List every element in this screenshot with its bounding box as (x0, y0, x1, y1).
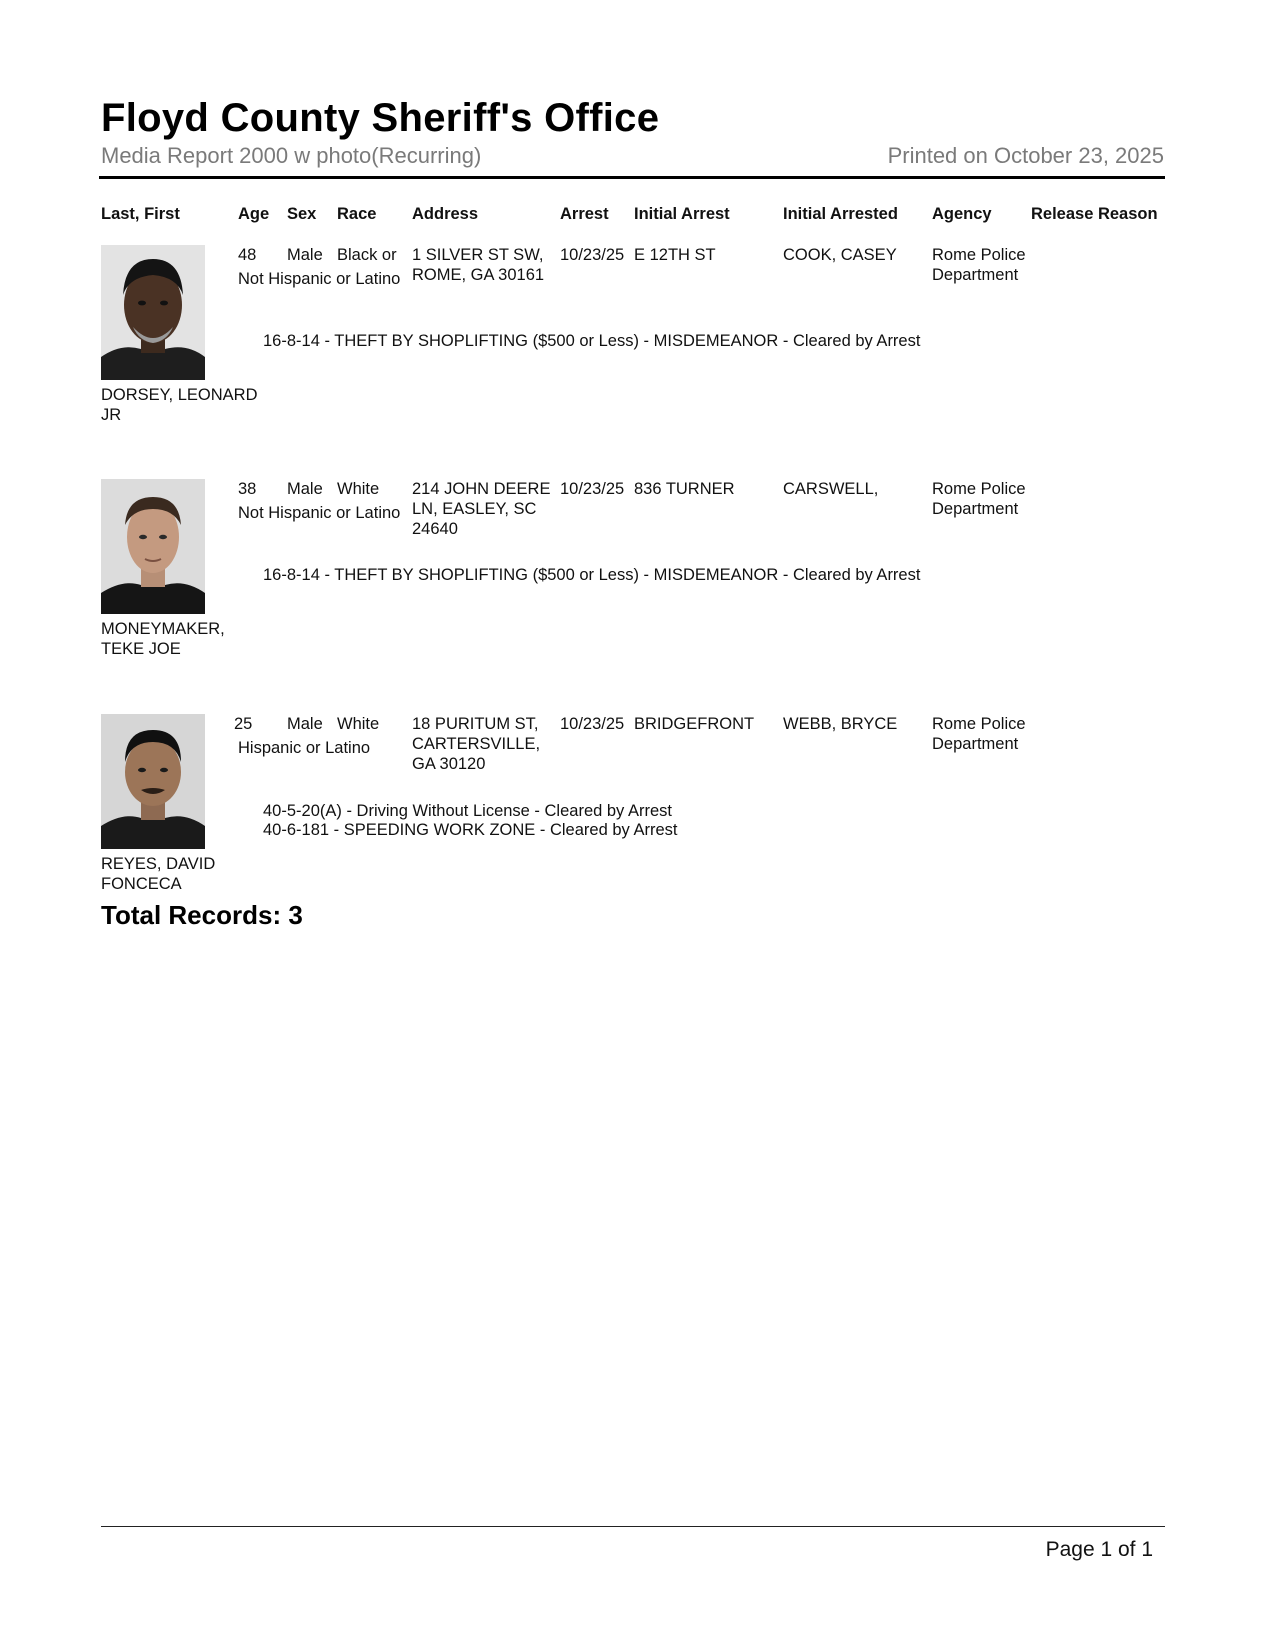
agency: Rome Police Department (932, 480, 1026, 518)
initial-arrested: COOK, CASEY (783, 246, 897, 264)
record-row (0, 479, 1265, 699)
charges-list (263, 332, 920, 351)
race: White (337, 480, 380, 498)
mugshot-photo (101, 245, 205, 380)
col-initial-arrest: Initial Arrest (634, 205, 730, 223)
charge-line: 40-5-20(A) - Driving Without License - Cleared by Arrest (263, 802, 672, 820)
total-records: Total Records: 3 (101, 900, 303, 930)
address: 1 SILVER ST SW, ROME, GA 30161 (412, 246, 545, 284)
col-name: Last, First (101, 205, 180, 223)
address: 18 PURITUM ST, CARTERSVILLE, GA 30120 (412, 715, 541, 773)
col-sex: Sex (287, 205, 317, 223)
ethnicity: Not Hispanic or Latino (238, 270, 401, 288)
charge-line: 40-6-181 - SPEEDING WORK ZONE - Cleared by Arrest (263, 821, 678, 839)
initial-arrest: E 12TH ST (634, 246, 716, 264)
initial-arrested: CARSWELL, (783, 480, 879, 498)
col-release-reason: Release Reason (1031, 205, 1158, 223)
col-arrest: Arrest (560, 205, 609, 223)
mugshot-photo (101, 714, 205, 849)
race: White (337, 715, 380, 733)
agency: Rome Police Department (932, 715, 1026, 753)
person-name: MONEYMAKER, TEKE JOE (101, 620, 225, 658)
mugshot-photo (101, 479, 205, 614)
col-address: Address (412, 205, 479, 223)
report-subtitle: Media Report 2000 w photo(Recurring) (101, 143, 482, 168)
record-row (0, 245, 1265, 465)
col-race: Race (337, 205, 377, 223)
race: Black or (337, 246, 397, 264)
age: 48 (238, 246, 257, 264)
initial-arrested: WEBB, BRYCE (783, 715, 898, 733)
footer-divider (101, 1526, 1165, 1527)
agency: Rome Police Department (932, 246, 1026, 284)
initial-arrest: 836 TURNER (634, 480, 735, 498)
ethnicity: Not Hispanic or Latino (238, 504, 401, 522)
charge-line: 16-8-14 - THEFT BY SHOPLIFTING ($500 or Less) - MISDEMEANOR - Cleared by Arrest (263, 332, 921, 350)
arrest-date: 10/23/25 (560, 246, 625, 264)
person-name: REYES, DAVID FONCECA (101, 855, 216, 893)
initial-arrest: BRIDGEFRONT (634, 715, 755, 733)
printed-date: Printed on October 23, 2025 (887, 143, 1164, 168)
col-initial-arrested: Initial Arrested (783, 205, 898, 223)
charges-list (263, 802, 677, 840)
age: 38 (238, 480, 257, 498)
arrest-date: 10/23/25 (560, 480, 625, 498)
address: 214 JOHN DEERE LN, EASLEY, SC 24640 (412, 480, 551, 538)
col-agency: Agency (932, 205, 992, 223)
report-title: Floyd County Sheriff's Office (101, 96, 660, 140)
col-age: Age (238, 205, 270, 223)
arrest-date: 10/23/25 (560, 715, 625, 733)
sex: Male (287, 246, 323, 264)
charges-list (263, 566, 920, 585)
age: 25 (234, 715, 253, 733)
person-name: DORSEY, LEONARD JR (101, 386, 258, 424)
ethnicity: Hispanic or Latino (238, 739, 371, 757)
page-number: Page 1 of 1 (1045, 1538, 1153, 1561)
sex: Male (287, 715, 323, 733)
charge-line: 16-8-14 - THEFT BY SHOPLIFTING ($500 or Less) - MISDEMEANOR - Cleared by Arrest (263, 566, 921, 584)
header-divider (99, 176, 1165, 179)
sex: Male (287, 480, 323, 498)
